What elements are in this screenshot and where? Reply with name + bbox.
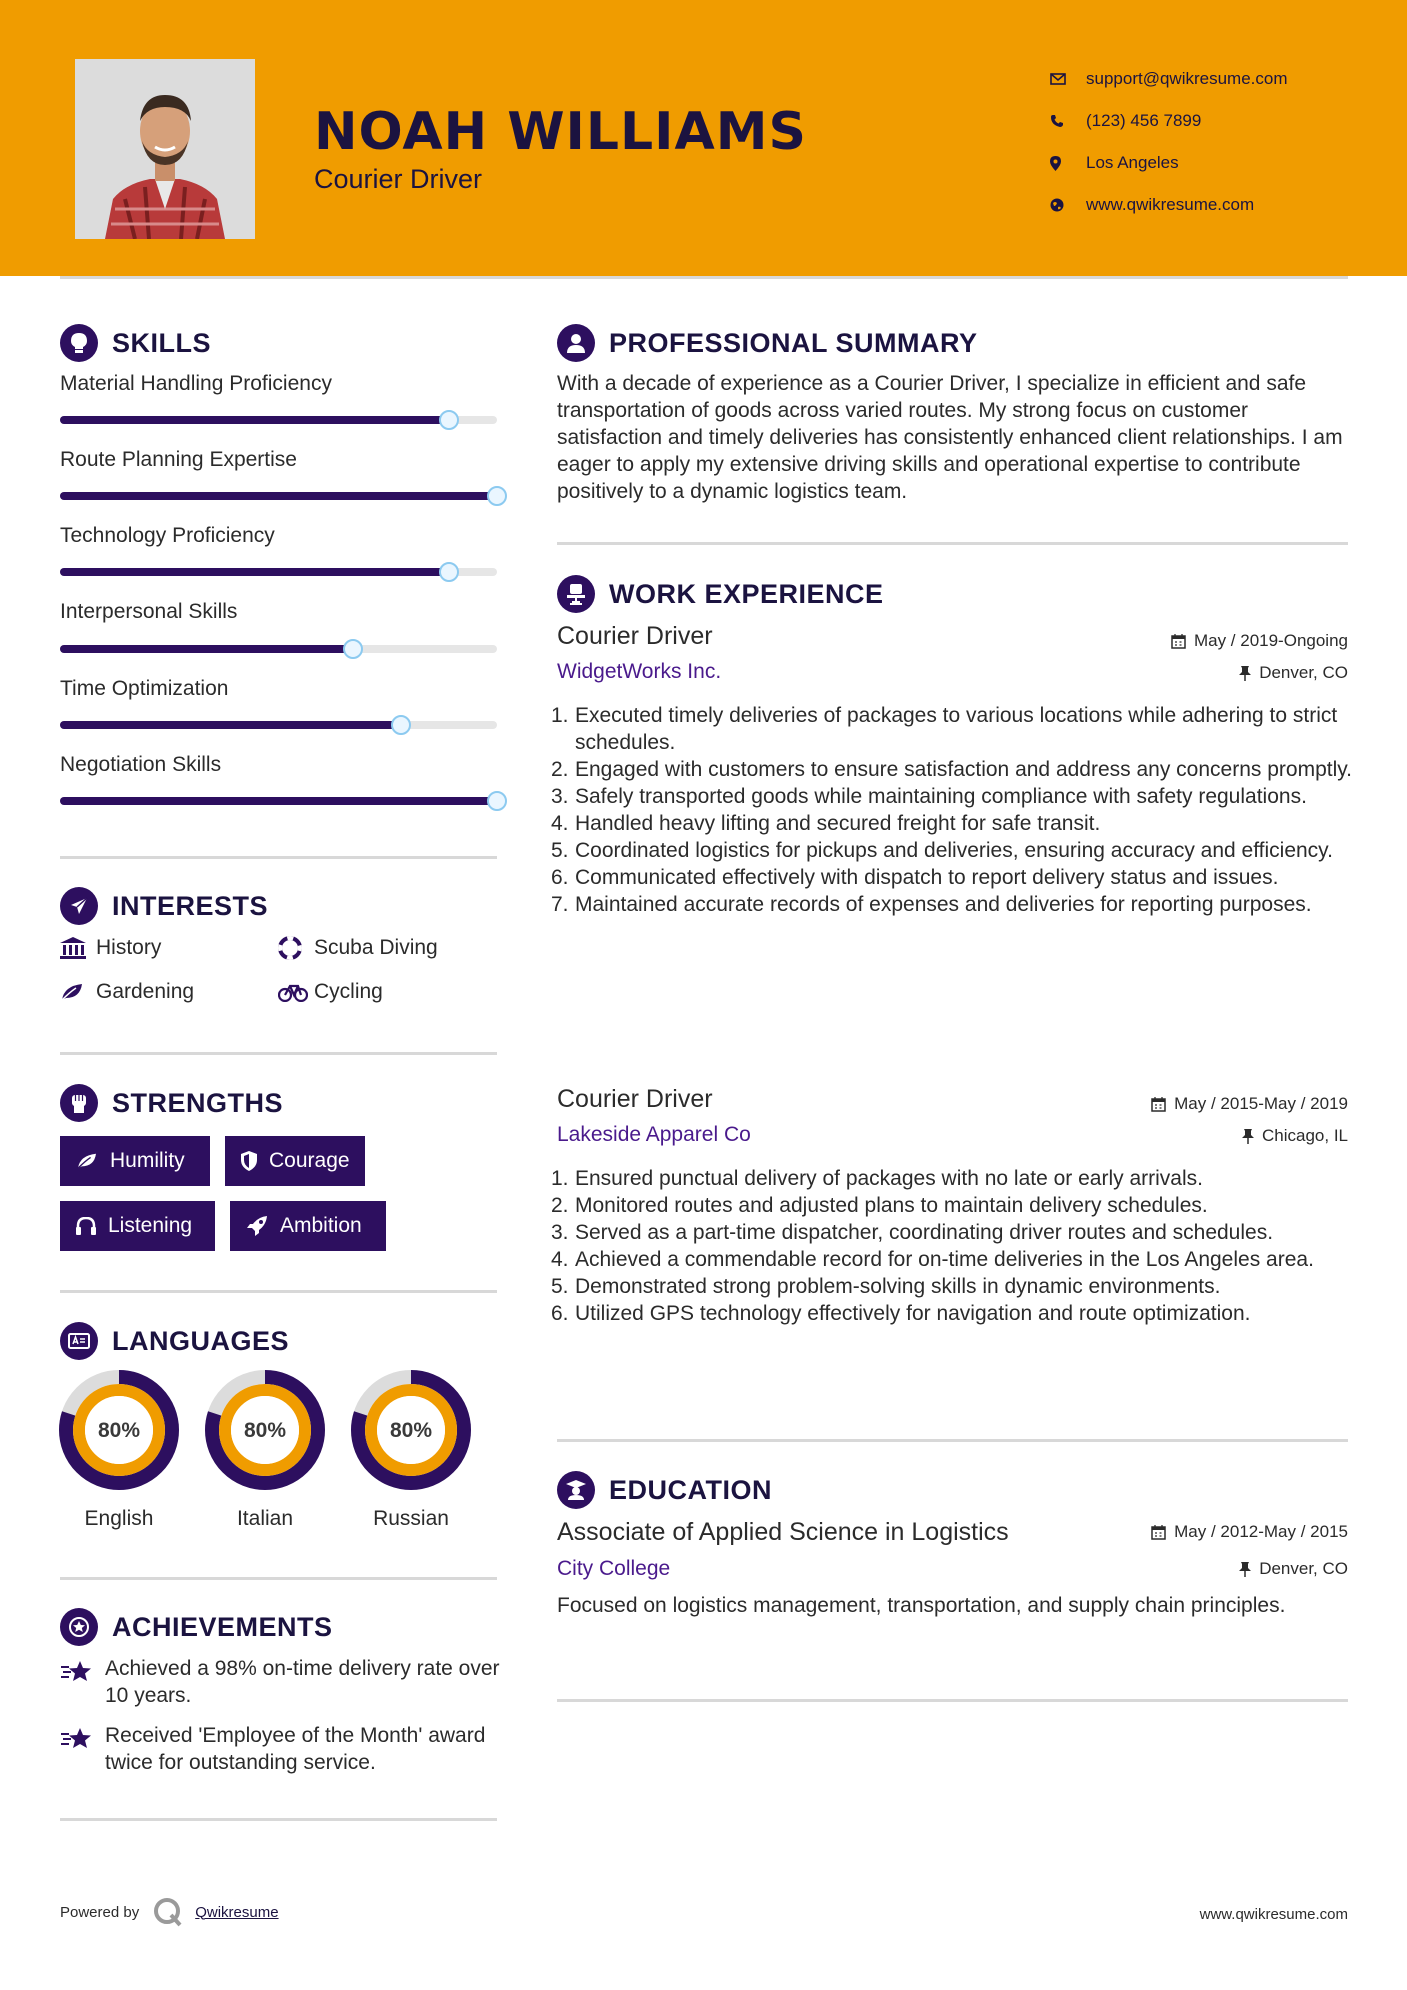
language-percent: 80%	[97, 1419, 141, 1442]
list-item: 4. Handled heavy lifting and secured freight for safe transit.	[551, 812, 1101, 835]
job-dates-text: May / 2019-Ongoing	[1193, 631, 1348, 650]
strengths-title: STRENGTHS	[112, 1087, 284, 1118]
strength-chip	[225, 1136, 365, 1186]
language-percent: 80%	[389, 1419, 433, 1442]
skill-bar-fill	[60, 645, 353, 653]
interest-item	[278, 936, 438, 960]
skill-bar-fill	[60, 568, 449, 576]
interest-label: Scuba Diving	[314, 936, 438, 959]
skill-bar-knob	[439, 410, 459, 430]
list-item: 6. Utilized GPS technology effectively for navigation and route optimization.	[551, 1302, 1251, 1325]
interest-label: History	[96, 936, 162, 959]
list-item: 5. Demonstrated strong problem-solving skills in dynamic environments.	[551, 1275, 1221, 1298]
skill-bar-fill	[60, 721, 401, 729]
skill-label: Material Handling Proficiency	[60, 372, 332, 395]
summary-title: PROFESSIONAL SUMMARY	[609, 327, 978, 358]
contact-email-text: support@qwikresume.com	[1086, 69, 1288, 88]
job-bullets	[551, 702, 1357, 918]
section-divider	[557, 1439, 1348, 1442]
job-location	[1239, 663, 1348, 683]
skills-title: SKILLS	[112, 327, 212, 358]
job-dates	[1171, 631, 1348, 651]
education-dates	[1151, 1522, 1348, 1542]
lifebuoy-icon	[278, 936, 314, 960]
education-location	[1239, 1559, 1348, 1579]
education-heading	[557, 1471, 772, 1509]
office-chair-icon	[557, 575, 595, 613]
job-location-text: Denver, CO	[1259, 663, 1348, 682]
skill-bar-knob	[487, 486, 507, 506]
candidate-title: Courier Driver	[314, 164, 483, 194]
interest-label: Gardening	[96, 980, 195, 1003]
interests-heading	[60, 887, 268, 925]
list-item: 5. Coordinated logistics for pickups and deliveries, ensuring accuracy and efficiency.	[551, 839, 1333, 862]
list-item: 7. Maintained accurate records of expenses and deliveries for reporting purposes.	[551, 893, 1312, 916]
contact-website[interactable]	[1050, 184, 1288, 226]
skill-label: Route Planning Expertise	[60, 448, 297, 471]
languages-heading	[60, 1322, 289, 1360]
paper-plane-icon	[60, 887, 98, 925]
section-divider	[60, 1818, 497, 1821]
skill-bar	[60, 416, 497, 424]
bank-icon	[60, 937, 96, 959]
leaf-icon	[76, 1152, 98, 1170]
achievement-text: Achieved a 98% on-time delivery rate over 10 years.	[105, 1657, 500, 1707]
section-divider	[60, 1577, 497, 1580]
job-location	[1242, 1126, 1348, 1146]
skill-bar	[60, 645, 497, 653]
skill-bar-knob	[487, 791, 507, 811]
skill-bar	[60, 568, 497, 576]
envelope-icon	[1050, 73, 1086, 85]
contact-list	[1050, 58, 1288, 226]
language-name: Italian	[236, 1507, 294, 1530]
location-pin-icon	[1050, 156, 1086, 171]
section-divider	[557, 542, 1348, 545]
calendar-icon	[1171, 634, 1186, 649]
interest-item	[60, 980, 194, 1004]
interest-label: Cycling	[314, 980, 383, 1003]
language-icon	[60, 1322, 98, 1360]
strengths-heading	[60, 1084, 283, 1122]
strength-chip	[230, 1201, 386, 1251]
summary-heading	[557, 324, 978, 362]
section-divider	[60, 856, 497, 859]
language-item	[58, 1369, 180, 1531]
calendar-icon	[1151, 1097, 1166, 1112]
qwikresume-link[interactable]: Qwikresume	[195, 1903, 279, 1921]
language-name: Russian	[373, 1507, 449, 1530]
strength-label: Courage	[269, 1149, 350, 1172]
skill-label: Negotiation Skills	[60, 753, 222, 776]
job-title: Courier Driver	[557, 622, 713, 650]
section-divider	[557, 1699, 1348, 1702]
list-item: 2. Monitored routes and adjusted plans to maintain delivery schedules.	[551, 1194, 1208, 1217]
skill-bar-knob	[343, 639, 363, 659]
experience-title: WORK EXPERIENCE	[609, 578, 884, 609]
pushpin-icon	[1239, 666, 1251, 681]
phone-icon	[1050, 114, 1086, 128]
strength-label: Ambition	[280, 1214, 362, 1237]
graduate-icon	[557, 1471, 595, 1509]
job-location-text: Chicago, IL	[1262, 1126, 1348, 1145]
job-title: Courier Driver	[557, 1085, 713, 1113]
section-divider	[60, 1052, 497, 1055]
skill-bar	[60, 797, 497, 805]
qwikresume-logo-icon	[153, 1897, 183, 1927]
language-item	[204, 1369, 326, 1531]
resume-header	[0, 0, 1407, 276]
languages-title: LANGUAGES	[112, 1325, 290, 1356]
skill-bar-fill	[60, 797, 497, 805]
achievements-heading	[60, 1608, 333, 1646]
footer-url[interactable]: www.qwikresume.com	[1199, 1906, 1348, 1923]
bicycle-icon	[278, 982, 314, 1002]
list-item: 6. Communicated effectively with dispatch to report delivery status and issues.	[551, 866, 1279, 889]
rocket-icon	[246, 1215, 268, 1237]
school-name: City College	[557, 1557, 671, 1580]
lightbulb-icon	[60, 324, 98, 362]
skill-bar-fill	[60, 416, 449, 424]
language-ring	[204, 1369, 326, 1491]
education-description: Focused on logistics management, transportation, and supply chain principles.	[557, 1594, 1286, 1617]
leaf-icon	[60, 982, 96, 1002]
company-name: Lakeside Apparel Co	[557, 1123, 751, 1146]
language-percent: 80%	[243, 1419, 287, 1442]
skill-label: Time Optimization	[60, 677, 229, 700]
strength-chip	[60, 1136, 210, 1186]
profile-photo	[75, 59, 255, 239]
list-item: 1. Executed timely deliveries of packages to various locations while adhering to strict schedules.	[551, 704, 1338, 754]
section-divider	[60, 1290, 497, 1293]
strength-chip	[60, 1201, 215, 1251]
skill-label: Interpersonal Skills	[60, 600, 238, 623]
language-ring	[58, 1369, 180, 1491]
shield-icon	[241, 1151, 257, 1171]
calendar-icon	[1151, 1525, 1166, 1540]
star-badge-icon	[60, 1608, 98, 1646]
contact-phone[interactable]	[1050, 100, 1288, 142]
user-icon	[557, 324, 595, 362]
language-item	[350, 1369, 472, 1531]
skill-bar-fill	[60, 492, 497, 500]
skill-bar-knob	[391, 715, 411, 735]
footer-powered-by	[60, 1897, 279, 1927]
powered-by-label: Powered by	[60, 1903, 140, 1921]
shooting-star-icon	[60, 1722, 105, 1776]
education-dates-text: May / 2012-May / 2015	[1174, 1522, 1348, 1541]
raised-fist-icon	[60, 1084, 98, 1122]
contact-location-text: Los Angeles	[1086, 153, 1179, 172]
strength-label: Humility	[110, 1149, 185, 1172]
skill-label: Technology Proficiency	[60, 524, 275, 547]
interest-item	[278, 980, 383, 1004]
list-item: 3. Served as a part-time dispatcher, coordinating driver routes and schedules.	[551, 1221, 1274, 1244]
job-bullets	[551, 1165, 1357, 1327]
shooting-star-icon	[60, 1655, 105, 1709]
skill-bar	[60, 492, 497, 500]
contact-phone-text: (123) 456 7899	[1086, 111, 1202, 130]
company-name: WidgetWorks Inc.	[557, 660, 722, 683]
degree-title: Associate of Applied Science in Logistics	[557, 1518, 1009, 1546]
strength-label: Listening	[108, 1214, 193, 1237]
language-ring	[350, 1369, 472, 1491]
achievement-text: Received 'Employee of the Month' award twice for outstanding service.	[105, 1724, 486, 1774]
list-item: 3. Safely transported goods while maintaining compliance with safety regulations.	[551, 785, 1307, 808]
list-item: 1. Ensured punctual delivery of packages with no late or early arrivals.	[551, 1167, 1203, 1190]
education-location-text: Denver, CO	[1259, 1559, 1348, 1578]
summary-text: With a decade of experience as a Courier Driver, I specialize in efficient and safe transportation of goods across varied routes. My strong focus on customer satisfaction and timely deliveries has consistently enhanced client relationships. I am eager to apply my extensive driving skills and operational expertise to contribute positively to a dynamic logistics team.	[557, 372, 1343, 503]
list-item: 2. Engaged with customers to ensure satisfaction and address any concerns promptly.	[551, 758, 1353, 781]
candidate-name: NOAH WILLIAMS	[314, 102, 807, 162]
list-item: 4. Achieved a commendable record for on-time deliveries in the Los Angeles area.	[551, 1248, 1314, 1271]
achievement-item	[60, 1722, 500, 1776]
skill-bar	[60, 721, 497, 729]
experience-heading	[557, 575, 884, 613]
globe-icon	[1050, 198, 1086, 212]
contact-location	[1050, 142, 1288, 184]
achievements-title: ACHIEVEMENTS	[112, 1611, 333, 1642]
skills-heading	[60, 324, 211, 362]
achievement-item	[60, 1655, 500, 1709]
job-dates	[1151, 1094, 1348, 1114]
contact-email[interactable]	[1050, 58, 1288, 100]
interests-title: INTERESTS	[112, 890, 269, 921]
skill-bar-knob	[439, 562, 459, 582]
pushpin-icon	[1239, 1562, 1251, 1577]
pushpin-icon	[1242, 1129, 1254, 1144]
headphones-icon	[76, 1217, 96, 1235]
contact-website-text: www.qwikresume.com	[1086, 195, 1255, 214]
header-divider	[60, 276, 1348, 279]
education-title: EDUCATION	[609, 1474, 772, 1505]
job-dates-text: May / 2015-May / 2019	[1174, 1094, 1348, 1113]
language-name: English	[84, 1507, 154, 1530]
interest-item	[60, 936, 161, 960]
